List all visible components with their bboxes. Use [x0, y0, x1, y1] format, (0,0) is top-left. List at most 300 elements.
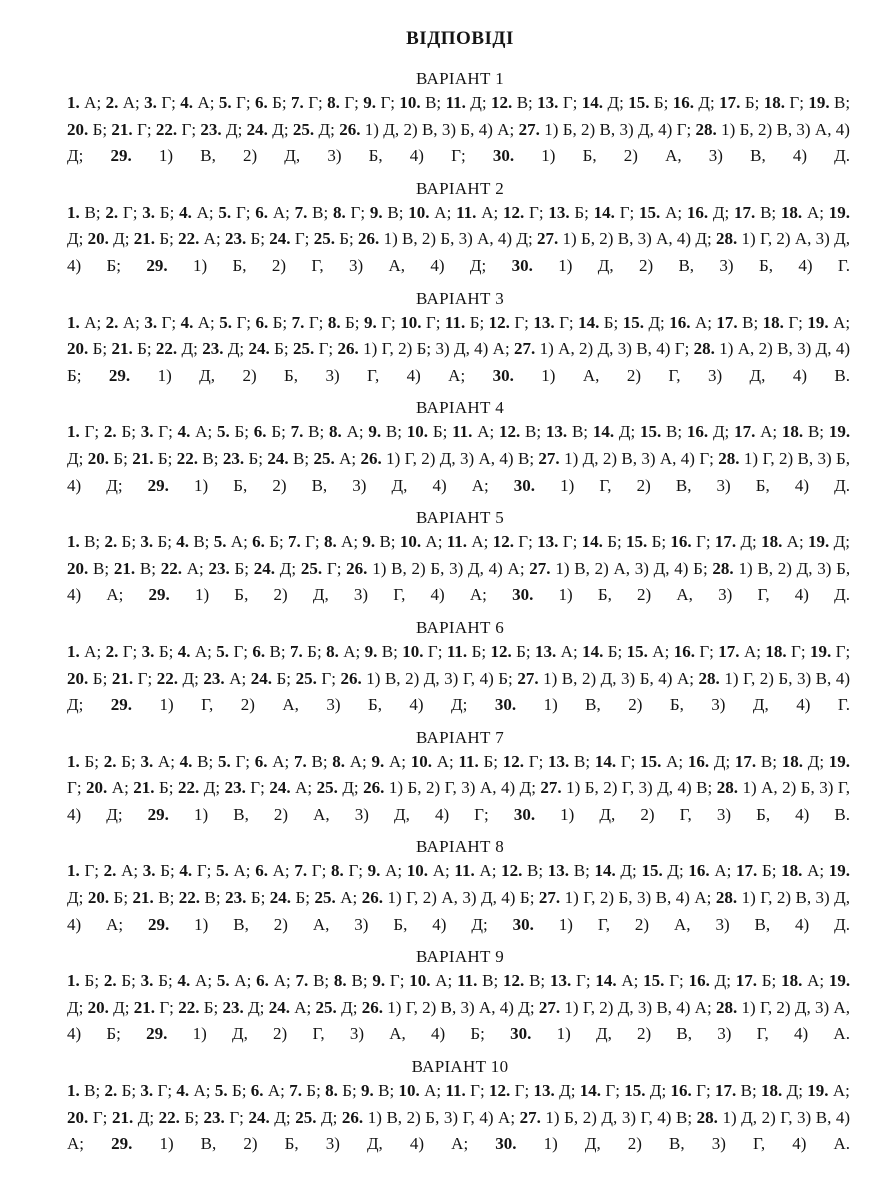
question-number: 6. — [254, 751, 268, 771]
question-number: 15. — [643, 971, 665, 991]
question-number: 17. — [735, 971, 757, 991]
question-number: 27. — [540, 778, 562, 798]
question-number: 24. — [269, 888, 292, 908]
question-number: 12. — [499, 422, 521, 442]
question-number: 22. — [158, 1107, 180, 1127]
question-number: 2. — [104, 1081, 118, 1101]
question-number: 2. — [105, 641, 119, 661]
answer-value: Б — [607, 641, 618, 661]
answer-value: Б — [184, 1107, 195, 1127]
question-number: 28. — [696, 1107, 718, 1127]
answer-value: Г — [250, 778, 261, 798]
question-number: 1. — [67, 1081, 80, 1101]
variant-block — [67, 507, 851, 609]
question-number: 1. — [67, 971, 80, 991]
question-number: 29. — [148, 585, 170, 605]
variants-list — [67, 68, 851, 1158]
question-number: 16. — [670, 1081, 692, 1101]
question-number: 25. — [292, 119, 315, 139]
answer-value: Б — [250, 229, 261, 249]
answer-value: Д — [712, 202, 725, 222]
question-number: 8. — [331, 861, 344, 881]
answer-value: 1) А, 2) Б, 3) Г, 4) Д — [67, 778, 851, 824]
answer-value: Г — [427, 641, 438, 661]
question-number: 9. — [371, 751, 385, 771]
question-number: 1. — [67, 422, 80, 442]
question-number: 10. — [406, 422, 429, 442]
answer-value: Б — [603, 312, 614, 332]
answers-paragraph: 1. А; 2. А; 3. Г; 4. А; 5. Г; 6. Б; 7. Г; 8. Г; 9. Г; 10. В; 11. Д; 12. В; 13. Г; 14. Д; 15. Б; 16. Д; 17. Б; 18. Г; 19. В; 20. Б; 21. Г; 22. Г; 23. Д; 24. Д; 25. Д; 26. 1) Д, 2) В, 3) Б, 4) А; 27. 1) Б, 2) В, 3) Д, 4) Г; 28. 1) Б, 2) В, 3) А, 4) Д; 29. 1) В, 2) Д, 3) Б, 4) Г; 30. 1) Б, 2) А, 3) В, 4) Д. — [67, 93, 851, 166]
question-number: 26. — [341, 1107, 364, 1127]
answer-value: Г — [321, 668, 332, 688]
answer-value: Д — [618, 422, 631, 442]
question-number: 10. — [400, 312, 422, 332]
answer-value: А — [267, 1081, 281, 1101]
answer-value: Г — [575, 971, 586, 991]
answer-value: Б — [339, 229, 349, 249]
question-number: 20. — [67, 1107, 89, 1127]
answer-value: А — [229, 668, 242, 688]
answers-paragraph: 1. В; 2. Г; 3. Б; 4. А; 5. Г; 6. А; 7. В; 8. Г; 9. В; 10. А; 11. А; 12. Г; 13. Б; 14. Г; 15. А; 16. Д; 17. В; 18. А; 19. Д; 20. Д; 21. Б; 22. А; 23. Б; 24. Г; 25. Б; 26. 1) В, 2) Б, 3) А, 4) Д; 27. 1) Б, 2) В, 3) А, 4) Д; 28. 1) Г, 2) А, 3) Д, 4) Б; 29. 1) Б, 2) Г, 3) А, 4) Д; 30. 1) Д, 2) В, 3) Б, 4) Г. — [67, 202, 851, 275]
question-number: 4. — [176, 1081, 190, 1101]
question-number: 5. — [216, 971, 230, 991]
question-number: 12. — [502, 202, 525, 222]
question-number: 6. — [256, 971, 269, 991]
answer-value: Г — [344, 93, 355, 112]
answer-value: А — [481, 202, 494, 222]
question-number: 2. — [103, 971, 117, 991]
question-number: 20. — [86, 778, 108, 798]
answer-value: Г — [380, 93, 391, 112]
answer-value: В — [425, 93, 437, 112]
answer-value: 1) Д, 2) В, 3) Б, 4) А — [364, 119, 510, 139]
question-number: 3. — [140, 1081, 154, 1101]
answer-value: Б — [271, 422, 282, 442]
answer-value: 1) В, 2) А, 3) Д, 4) Б — [555, 558, 703, 578]
answer-value: А — [295, 778, 308, 798]
answer-value: Д — [67, 997, 79, 1017]
answer-value: Д — [113, 997, 125, 1017]
question-number: 11. — [445, 93, 466, 112]
question-number: 26. — [358, 229, 380, 249]
question-number: 28. — [718, 448, 740, 468]
answer-value: 1) В, 2) А, 3) Б, 4) Д — [194, 914, 483, 934]
question-number: 3. — [141, 641, 155, 661]
answer-value: Б — [159, 229, 170, 249]
question-number: 23. — [222, 448, 245, 468]
question-number: 27. — [514, 339, 536, 359]
question-number: 7. — [290, 641, 303, 661]
variant-title: ВАРІАНТ 3 — [415, 288, 505, 308]
question-number: 17. — [718, 641, 740, 661]
question-number: 23. — [202, 339, 224, 359]
answer-value: В — [529, 971, 541, 991]
question-number: 13. — [533, 312, 555, 332]
answer-value: А — [272, 751, 285, 771]
question-number: 29. — [110, 146, 132, 166]
answers-paragraph: 1. А; 2. А; 3. Г; 4. А; 5. Г; 6. Б; 7. Г; 8. Б; 9. Г; 10. Г; 11. Б; 12. Г; 13. Г; 14. Б; 15. Д; 16. А; 17. В; 18. Г; 19. А; 20. Б; 21. Б; 22. Д; 23. Д; 24. Б; 25. Г; 26. 1) Г, 2) Б; 3) Д, 4) А; 27. 1) А, 2) Д, 3) В, 4) Г; 28. 1) А, 2) В, 3) Д, 4) Б; 29. 1) Д, 2) Б, 3) Г, 4) А; 30. 1) А, 2) Г, 3) Д, 4) В. — [67, 312, 851, 385]
answer-value: В — [666, 422, 678, 442]
answer-value: А — [832, 1081, 846, 1101]
question-number: 3. — [144, 312, 158, 332]
question-number: 26. — [339, 119, 361, 139]
question-number: 26. — [340, 668, 362, 688]
answer-value: Г — [425, 312, 436, 332]
question-number: 17. — [714, 532, 737, 552]
answer-value: В — [527, 861, 539, 881]
answer-value: Г — [518, 532, 529, 552]
question-number: 11. — [452, 422, 473, 442]
question-number: 1. — [67, 202, 80, 222]
question-number: 27. — [517, 668, 539, 688]
question-number: 14. — [594, 751, 617, 771]
answer-value: В — [84, 532, 96, 552]
answer-value: Д — [649, 1081, 662, 1101]
question-number: 24. — [268, 997, 290, 1017]
answer-value: Б — [234, 558, 245, 578]
answer-value: 1) Б, 2) В, 3) А, 4) Д — [67, 119, 850, 166]
question-number: 28. — [712, 558, 734, 578]
answer-value: Б — [158, 641, 169, 661]
answer-value: Г — [161, 93, 172, 112]
answer-value: 1) Б, 2) А, 3) Г, 4) Д. — [558, 585, 850, 605]
question-number: 2. — [103, 422, 117, 442]
question-number: 28. — [695, 119, 717, 139]
answer-value: Г — [789, 93, 800, 112]
question-number: 7. — [288, 532, 301, 552]
question-number: 1. — [67, 532, 80, 552]
question-number: 25. — [292, 339, 315, 359]
question-number: 14. — [582, 641, 604, 661]
answer-value: Д — [279, 558, 292, 578]
answer-value: А — [343, 641, 356, 661]
question-number: 18. — [763, 93, 785, 112]
answer-value: А — [621, 971, 634, 991]
question-number: 9. — [361, 1081, 374, 1101]
answer-value: В — [385, 422, 398, 442]
question-number: 21. — [111, 119, 133, 139]
answer-value: Б — [92, 668, 103, 688]
question-number: 29. — [111, 1134, 133, 1154]
question-number: 19. — [828, 202, 850, 222]
question-number: 11. — [446, 532, 468, 552]
answer-value: В — [312, 202, 324, 222]
question-number: 2. — [103, 751, 117, 771]
question-number: 6. — [254, 93, 268, 112]
answer-value: А — [294, 997, 307, 1017]
answer-value: 1) Г, 2) В, 3) Д, 4) А — [67, 888, 851, 934]
answer-value: 1) Г, 2) В, 3) А, 4) Д — [387, 997, 530, 1017]
answer-value: Г — [528, 751, 539, 771]
answer-value: Г — [233, 641, 244, 661]
answer-value: А — [714, 861, 727, 881]
question-number: 20. — [87, 997, 109, 1017]
answer-value: Г — [696, 1081, 706, 1101]
question-number: 21. — [132, 888, 154, 908]
question-number: 14. — [595, 971, 617, 991]
question-number: 7. — [295, 971, 309, 991]
question-number: 17. — [734, 202, 756, 222]
question-number: 29. — [148, 914, 170, 934]
answer-value: Г — [381, 312, 392, 332]
answer-value: Г — [619, 202, 630, 222]
question-number: 12. — [491, 93, 513, 112]
answer-value: А — [111, 778, 125, 798]
question-number: 21. — [111, 668, 134, 688]
question-number: 18. — [781, 422, 804, 442]
answer-value: Б — [250, 888, 261, 908]
answer-value: В — [193, 532, 205, 552]
answer-value: 1) Д, 2) В, 3) Г, 4) А. — [556, 1024, 850, 1044]
answer-value: Б — [276, 668, 287, 688]
question-number: 3. — [144, 93, 157, 112]
answer-value: Г — [137, 119, 147, 139]
question-number: 1. — [67, 312, 80, 332]
answer-value: 1) В, 2) Д, 3) Б, 4) А — [67, 558, 851, 605]
answer-value: Б — [269, 532, 279, 552]
question-number: 13. — [537, 93, 559, 112]
answer-value: 1) В, 2) Б, 3) А, 4) Д — [383, 229, 528, 249]
question-number: 29. — [146, 255, 168, 275]
answer-value: А — [833, 312, 846, 332]
question-number: 15. — [628, 93, 650, 112]
question-number: 20. — [67, 558, 89, 578]
question-number: 21. — [113, 558, 136, 578]
question-number: 19. — [828, 861, 850, 881]
question-number: 23. — [203, 668, 225, 688]
question-number: 14. — [578, 312, 600, 332]
answer-value: Г — [122, 641, 133, 661]
question-number: 20. — [67, 339, 89, 359]
answer-value: Г — [514, 1081, 525, 1101]
question-number: 10. — [398, 1081, 420, 1101]
answer-value: Б — [121, 971, 132, 991]
answer-value: Г — [236, 93, 246, 112]
answer-value: А — [346, 422, 359, 442]
answer-value: Б — [121, 751, 131, 771]
question-number: 2. — [104, 532, 118, 552]
answer-value: А — [186, 558, 199, 578]
answer-value: Г — [92, 1107, 103, 1127]
answer-value: Б — [157, 532, 168, 552]
question-number: 4. — [177, 971, 191, 991]
answer-value: 1) Г, 2) Б, 3) В, 4) А — [564, 888, 707, 908]
question-number: 12. — [489, 1081, 511, 1101]
answer-value: Г — [326, 558, 337, 578]
answer-value: Б — [137, 339, 147, 359]
question-number: 18. — [781, 861, 803, 881]
answer-value: Д — [137, 1107, 150, 1127]
question-number: 10. — [399, 532, 422, 552]
answer-value: Б — [653, 93, 664, 112]
variant-title: ВАРІАНТ 6 — [415, 617, 505, 637]
answer-value: А — [760, 422, 773, 442]
answer-value: Г — [835, 641, 846, 661]
answer-value: А — [233, 861, 246, 881]
answer-value: Д — [786, 1081, 799, 1101]
question-number: 20. — [67, 668, 89, 688]
question-number: 22. — [155, 339, 178, 359]
question-number: 5. — [216, 861, 229, 881]
question-number: 21. — [133, 997, 156, 1017]
question-number: 13. — [545, 422, 568, 442]
answer-value: Г — [470, 1081, 480, 1101]
answer-value: А — [434, 202, 447, 222]
variant-block — [67, 288, 851, 390]
question-number: 9. — [367, 861, 381, 881]
answer-value: Б — [234, 422, 245, 442]
answers-paragraph: 1. Б; 2. Б; 3. Б; 4. А; 5. А; 6. А; 7. В; 8. В; 9. Г; 10. А; 11. В; 12. В; 13. Г; 14. А; 15. Г; 16. Д; 17. Б; 18. А; 19. Д; 20. Д; 21. Г; 22. Б; 23. Д; 24. А; 25. Д; 26. 1) Г, 2) В, 3) А, 4) Д; 27. 1) Г, 2) Д, 3) В, 4) А; 28. 1) Г, 2) Д, 3) А, 4) Б; 29. 1) Д, 2) Г, 3) А, 4) Б; 30. 1) Д, 2) В, 3) Г, 4) А. — [67, 971, 851, 1044]
answer-value: Д — [318, 119, 331, 139]
question-number: 20. — [87, 888, 110, 908]
question-number: 29. — [110, 695, 133, 715]
answer-value: А — [194, 641, 208, 661]
question-number: 9. — [372, 971, 386, 991]
question-number: 22. — [155, 119, 178, 139]
question-number: 1. — [67, 861, 80, 881]
question-number: 27. — [519, 1107, 541, 1127]
answer-value: А — [196, 202, 209, 222]
answer-value: 1) Б, 2) Г, 3) А, 4) Д — [193, 255, 482, 275]
question-number: 28. — [715, 888, 738, 908]
question-number: 10. — [399, 93, 421, 112]
answer-value: Д — [227, 339, 240, 359]
question-number: 26. — [361, 888, 383, 908]
answer-value: Б — [761, 861, 772, 881]
answer-value: А — [157, 751, 171, 771]
answer-value: Б — [761, 971, 772, 991]
question-number: 8. — [332, 751, 346, 771]
question-number: 3. — [140, 532, 154, 552]
variant-block — [67, 397, 851, 499]
question-number: 18. — [761, 532, 783, 552]
answer-value: Г — [305, 532, 315, 552]
answer-value: 1) Г, 2) А, 3) Д, 4) Б — [67, 229, 850, 275]
answer-value: Д — [667, 861, 679, 881]
question-number: 8. — [323, 532, 337, 552]
variant-block — [67, 617, 851, 719]
question-number: 23. — [225, 888, 247, 908]
question-number: 11. — [458, 751, 479, 771]
question-number: 26. — [361, 997, 383, 1017]
answer-value: Г — [514, 312, 525, 332]
answer-value: А — [479, 861, 492, 881]
answer-value: Д — [342, 778, 354, 798]
answer-value: А — [807, 971, 820, 991]
question-number: 24. — [267, 448, 289, 468]
question-number: 24. — [269, 778, 291, 798]
question-number: 4. — [177, 422, 191, 442]
answer-value: 1) Б, 2) А, 3) В, 4) Д. — [541, 146, 851, 166]
question-number: 15. — [626, 532, 648, 552]
question-number: 5. — [214, 1081, 228, 1101]
answer-value: А — [234, 971, 247, 991]
question-number: 23. — [222, 997, 244, 1017]
answer-value: В — [351, 971, 363, 991]
answer-value: Г — [196, 861, 207, 881]
answer-value: Д — [470, 93, 482, 112]
answer-value: Г — [235, 751, 246, 771]
question-number: 6. — [252, 532, 265, 552]
answer-value: Г — [158, 422, 169, 442]
answer-value: Б — [306, 1081, 317, 1101]
question-number: 29. — [108, 365, 131, 385]
answer-value: А — [425, 532, 438, 552]
answer-value: Г — [562, 532, 573, 552]
answer-value: А — [435, 971, 448, 991]
question-number: 24. — [269, 229, 291, 249]
answer-value: Г — [67, 778, 77, 798]
answer-value: Г — [669, 971, 680, 991]
answer-value: А — [230, 532, 244, 552]
answer-value: Д — [713, 751, 726, 771]
answer-value: 1) Б, 2) Г, 3) А, 4) Д — [388, 778, 532, 798]
question-number: 24. — [248, 1107, 270, 1127]
answer-value: В — [84, 202, 96, 222]
answer-value: Б — [121, 422, 132, 442]
question-number: 2. — [105, 93, 119, 112]
answers-paragraph: 1. Б; 2. Б; 3. А; 4. В; 5. Г; 6. А; 7. В; 8. А; 9. А; 10. А; 11. Б; 12. Г; 13. В; 14. Г; 15. А; 16. Д; 17. В; 18. Д; 19. Г; 20. А; 21. Б; 22. Д; 23. Г; 24. А; 25. Д; 26. 1) Б, 2) Г, 3) А, 4) Д; 27. 1) Б, 2) Г, 3) Д, 4) В; 28. 1) А, 2) Б, 3) Г, 4) Д; 29. 1) В, 2) А, 3) Д, 4) Г; 30. 1) Д, 2) Г, 3) Б, 4) В. — [67, 751, 851, 824]
question-number: 3. — [140, 422, 154, 442]
question-number: 7. — [291, 93, 304, 112]
answer-value: Д — [67, 448, 79, 468]
answer-value: Г — [695, 532, 706, 552]
question-number: 22. — [178, 778, 200, 798]
answer-value: Г — [620, 751, 631, 771]
answer-value: 1) В, 2) Б, 3) Г, 4) А — [367, 1107, 511, 1127]
question-number: 1. — [67, 751, 80, 771]
question-number: 24. — [248, 339, 270, 359]
question-number: 16. — [688, 861, 710, 881]
question-number: 16. — [686, 422, 709, 442]
question-number: 12. — [492, 532, 514, 552]
question-number: 8. — [333, 971, 347, 991]
question-number: 3. — [142, 861, 156, 881]
question-number: 5. — [213, 532, 227, 552]
question-number: 6. — [255, 202, 269, 222]
question-number: 22. — [178, 229, 200, 249]
answer-value: Г — [294, 229, 305, 249]
answer-value: Г — [788, 312, 799, 332]
question-number: 26. — [360, 448, 382, 468]
answer-value: А — [652, 641, 665, 661]
answer-value: В — [293, 448, 305, 468]
answer-value: Г — [699, 641, 710, 661]
question-number: 22. — [156, 668, 178, 688]
question-number: 16. — [670, 532, 692, 552]
question-number: 9. — [363, 312, 377, 332]
question-number: 10. — [402, 641, 424, 661]
answer-value: Д — [620, 861, 633, 881]
question-number: 7. — [289, 1081, 302, 1101]
question-number: 18. — [761, 1081, 783, 1101]
page-title: ВІДПОВІДІ — [406, 28, 514, 49]
question-number: 12. — [490, 641, 512, 661]
question-number: 24. — [246, 119, 268, 139]
answer-value: А — [122, 93, 136, 112]
answer-value: Г — [791, 641, 801, 661]
answer-value: 1) Д, 2) Г, 3) А, 4) Б — [192, 1024, 481, 1044]
question-number: 27. — [538, 888, 561, 908]
question-number: 27. — [538, 997, 561, 1017]
answer-value: Б — [248, 448, 259, 468]
question-number: 7. — [291, 312, 305, 332]
answer-value: 1) В, 2) Д, 3) Б, 4) А — [543, 668, 690, 688]
answer-value: Б — [159, 778, 169, 798]
answer-value: В — [379, 532, 391, 552]
question-number: 10. — [409, 971, 431, 991]
answer-value: Д — [807, 751, 820, 771]
